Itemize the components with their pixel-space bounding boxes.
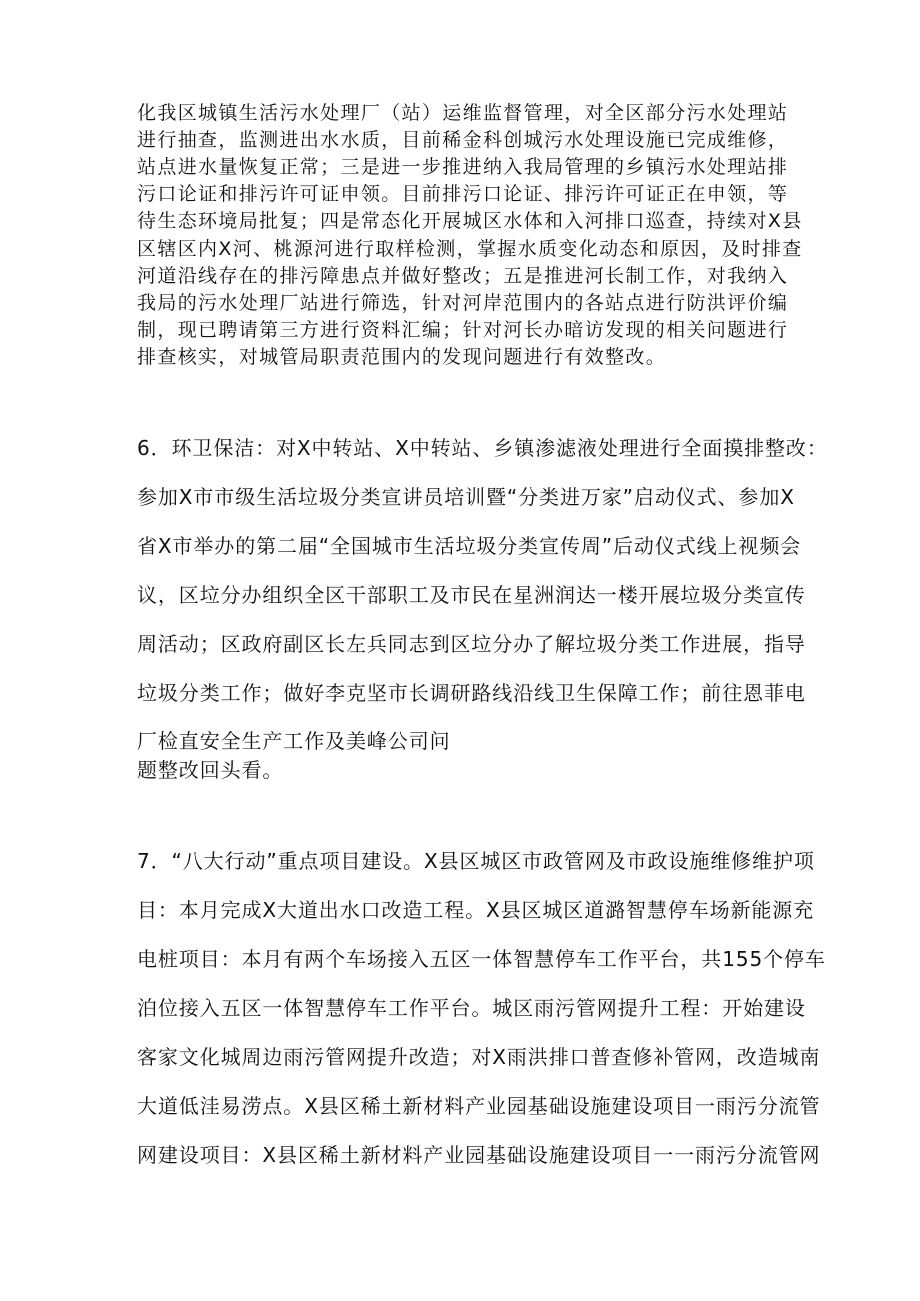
text-line: 议，区垃分办组织全区干部职工及市民在星洲润达一楼开展垃圾分类宣传 [137,583,806,607]
text-line: 垃圾分类工作；做好李克坚市长调研路线沿线卫生保障工作；前往恩菲电 [137,681,806,705]
text-line: 河道沿线存在的排污障患点并做好整改；五是推进河长制工作，对我纳入 [137,265,789,287]
text-line: 大道低洼易涝点。X县区稀土新材料产业园基础设施建设项目一雨污分流管 [137,1094,821,1118]
text-line: 区辖区内X河、桃源河进行取样检测，掌握水质变化动态和原因，及时排查 [137,238,803,260]
text-line: 网建设项目：X县区稀土新材料产业园基础设施建设项目一一雨污分流管网 [137,1143,821,1167]
text-line: 省X市举办的第二届“全国城市生活垃圾分类宣传周”后动仪式线上视频会 [137,534,802,558]
text-line: 污口论证和排污许可证申领。目前排污口论证、排污许可证正在申领，等 [137,183,789,205]
text-line: 我局的污水处理厂站进行筛选，针对河岸范围内的各站点进行防洪评价编 [137,292,789,314]
text-line: 化我区城镇生活污水处理厂（站）运维监督管理，对全区部分污水处理站 [137,102,789,124]
text-line: 题整改回头看。 [137,758,284,782]
text-line: 泊位接入五区一体智慧停车工作平台。城区雨污管网提升工程：开始建设 [137,996,806,1020]
text-line: 厂检直安全生产工作及美峰公司问 [137,729,451,753]
text-line: 电桩项目：本月有两个车场接入五区一体智慧停车工作平台，共155个停车 [137,947,826,971]
text-line: 排查核实，对城管局职责范围内的发现问题进行有效整改。 [137,346,667,368]
text-line: 进行抽查，监测进出水水质，目前稀金科创城污水处理设施已完成维修， [137,129,789,151]
text-line: 制，现已聘请第三方进行资料汇编；针对河长办暗访发现的相关问题进行 [137,319,789,341]
text-line: 6．环卫保洁：对X中转站、X中转站、乡镇渗滤液处理进行全面摸排整改： [137,436,828,460]
text-line: 参加X市市级生活垃圾分类宣讲员培训暨“分类进万家”启动仪式、参加X [137,485,795,509]
text-line: 7．“八大行动”重点项目建设。X县区城区市政管网及市政设施维修维护项 [137,849,815,873]
text-line: 目：本月完成X大道出水口改造工程。X县区城区道潞智慧停车场新能源充 [137,898,815,922]
text-line: 客家文化城周边雨污管网提升改造；对X雨洪排口普查修补管网，改造城南 [137,1045,821,1069]
text-line: 站点进水量恢复正常；三是进一步推进纳入我局管理的乡镇污水处理站排 [137,156,789,178]
text-line: 待生态环境局批复；四是常态化开展城区水体和入河排口巡查，持续对X县 [137,210,803,232]
text-line: 周活动；区政府副区长左兵同志到区垃分办了解垃圾分类工作进展，指导 [137,632,806,656]
